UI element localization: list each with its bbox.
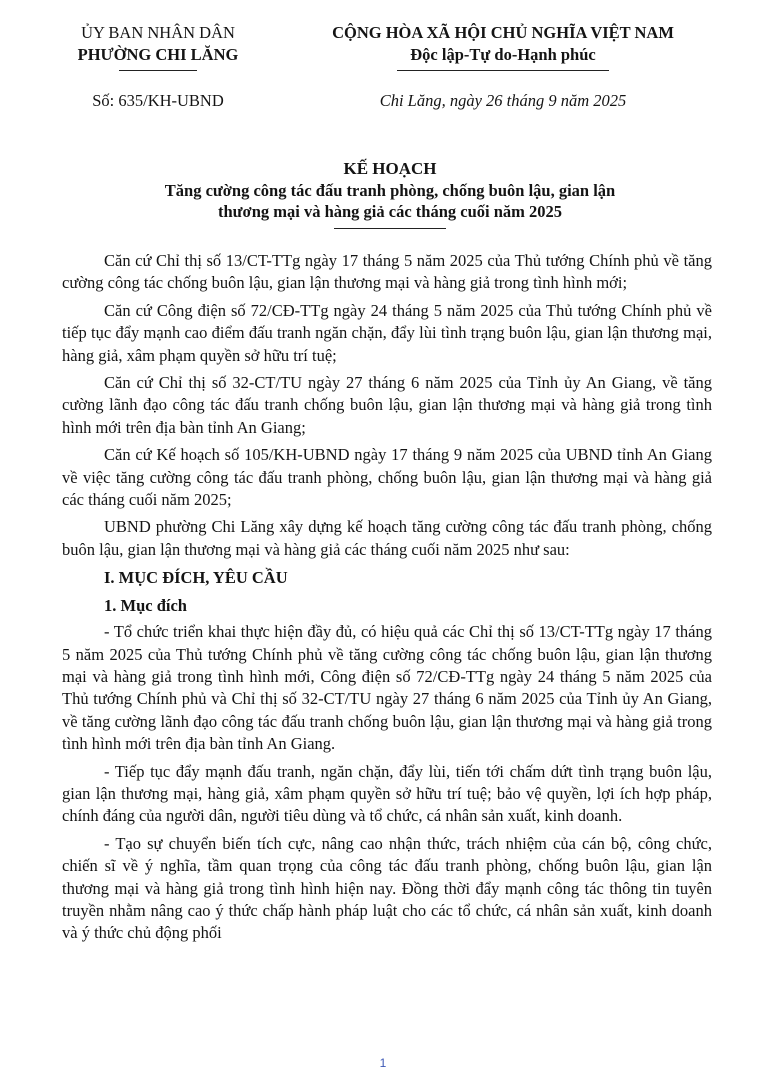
document-number: Số: 635/KH-UBND: [92, 91, 224, 110]
subsection-heading: 1. Mục đích: [104, 595, 187, 615]
document-type: KẾ HOẠCH: [343, 159, 437, 178]
legal-basis-paragraph: Căn cứ Chỉ thị số 13/CT-TTg ngày 17 tháng 5 năm 2025 của Thủ tướng Chính phủ về tăng cường công tác chống buôn lậu, gian lận thương mại và hàng giả trong tình hình mới;: [62, 251, 712, 293]
title-underline: [334, 228, 446, 229]
purpose-item: - Tạo sự chuyển biến tích cực, nâng cao nhận thức, trách nhiệm của cán bộ, công chức, chiến sĩ về ý nghĩa, tầm quan trọng của công tác đấu tranh phòng, chống buôn lậu, gian lận thương mại và hàng giả trong tình hình hiện nay. Đồng thời đẩy mạnh công tác thông tin tuyên truyền nhằm nâng cao ý thức chấp hành pháp luật cho các tổ chức, cá nhân sản xuất, kinh doanh và ý thức chủ động phối: [62, 833, 712, 943]
purpose-item: - Tổ chức triển khai thực hiện đầy đủ, có hiệu quả các Chỉ thị số 13/CT-TTg ngày 17 tháng 5 năm 2025 của Thủ tướng Chính phủ về tăng cường công tác chống buôn lậu, gian lận thương mại và hàng giả trong tình hình mới, Công điện số 72/CĐ-TTg ngày 24 tháng 5 năm 2025 của Thủ tướng Chính phủ và Chỉ thị số 32-CT/TU ngày 27 tháng 6 năm 2025 của Tỉnh ủy An Giang, về tăng cường lãnh đạo công tác đấu tranh chống buôn lậu, gian lận thương mại và hàng giả trong tình hình mới trên địa bàn tỉnh An Giang.: [62, 622, 712, 754]
intro-paragraph: UBND phường Chi Lăng xây dựng kế hoạch tăng cường công tác đấu tranh phòng, chống buôn lậu, gian lận thương mại và hàng giả các tháng cuối năm 2025 như sau:: [62, 517, 712, 559]
national-motto: [294, 22, 712, 71]
authority-underline: [119, 70, 197, 71]
document-title: [70, 158, 710, 229]
issuing-authority: [60, 22, 256, 71]
legal-basis-paragraph: Căn cứ Công điện số 72/CĐ-TTg ngày 24 tháng 5 năm 2025 của Thủ tướng Chính phủ về tiếp tục đẩy mạnh cao điểm đấu tranh ngăn chặn, đẩy lùi tình trạng buôn lậu, gian lận thương mại, hàng giả, xâm phạm quyền sở hữu trí tuệ;: [62, 300, 712, 365]
authority-name: ỦY BAN NHÂN DÂN: [81, 23, 235, 42]
motto-underline: [397, 70, 609, 71]
motto: Độc lập-Tự do-Hạnh phúc: [410, 45, 596, 64]
document-body: [62, 250, 712, 950]
subject-line-1: Tăng cường công tác đấu tranh phòng, chống buôn lậu, gian lận: [164, 181, 616, 200]
legal-basis-paragraph: Căn cứ Kế hoạch số 105/KH-UBND ngày 17 tháng 9 năm 2025 của UBND tỉnh An Giang về việc tăng cường công tác đấu tranh phòng, chống buôn lậu, gian lận thương mại và hàng giả các tháng cuối năm 2025;: [62, 445, 712, 510]
subject-line-2: thương mại và hàng giả các tháng cuối năm 2025: [217, 202, 563, 221]
ward-name: PHƯỜNG CHI LĂNG: [77, 45, 239, 64]
section-heading: I. MỤC ĐÍCH, YÊU CẦU: [104, 568, 288, 588]
page-number: 1: [379, 1056, 387, 1070]
place-and-date: Chi Lăng, ngày 26 tháng 9 năm 2025: [379, 91, 627, 110]
legal-basis-paragraph: Căn cứ Chỉ thị số 32-CT/TU ngày 27 tháng 6 năm 2025 của Tỉnh ủy An Giang, về tăng cường lãnh đạo công tác đấu tranh chống buôn lậu, gian lận thương mại và hàng giả trong tình hình mới trên địa bàn tỉnh An Giang;: [62, 373, 712, 437]
purpose-item: - Tiếp tục đẩy mạnh đấu tranh, ngăn chặn, đẩy lùi, tiến tới chấm dứt tình trạng buôn lậu, gian lận thương mại, hàng giả, xâm phạm quyền sở hữu trí tuệ; bảo vệ quyền, lợi ích hợp pháp, chính đáng của người dân, người tiêu dùng và tổ chức, cá nhân sản xuất, kinh doanh.: [62, 761, 712, 826]
country-name: CỘNG HÒA XÃ HỘI CHỦ NGHĨA VIỆT NAM: [332, 23, 674, 42]
